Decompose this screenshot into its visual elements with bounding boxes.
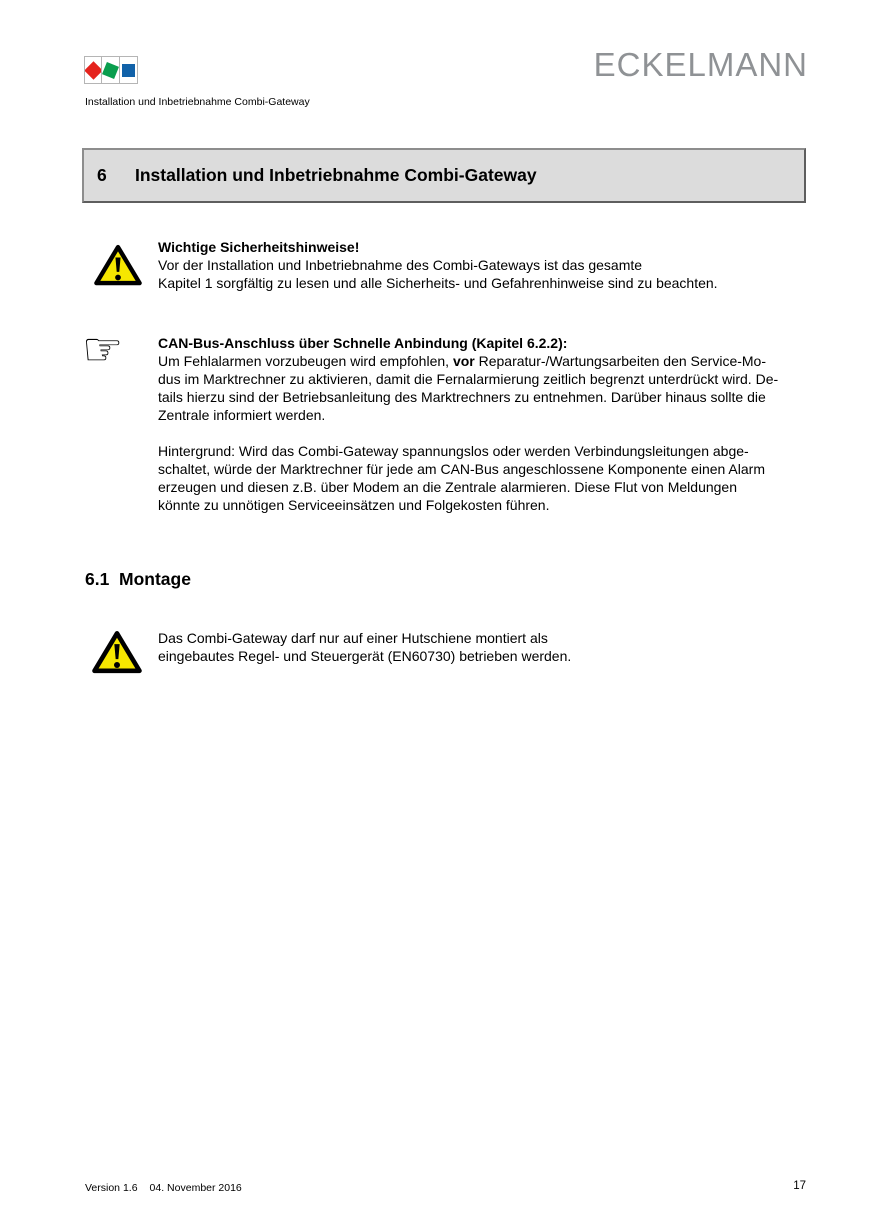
chapter-number: 6 [97,165,107,185]
version-date: 04. November 2016 [149,1182,242,1194]
warning-body [158,256,718,292]
subsection-heading [85,569,191,590]
note-line1-post: Reparatur-/Wartungsarbeiten den Service-Mo- [474,353,767,369]
subsection-number: 6.1 [85,569,110,589]
page-number: 17 [793,1180,806,1192]
text-line: Vor der Installation und Inbetriebnahme des Combi-Gateways ist das gesamte [158,257,643,273]
logo-cell [102,56,120,84]
logo-red-diamond-icon [84,61,102,79]
text-line: Kapitel 1 sorgfältig zu lesen und alle Sicherheits- und Gefahrenhinweise sind zu beachten. [158,275,718,291]
text-line: erzeugen und diesen z.B. über Modem an die Zentrale alarmieren. Diese Flut von Meldungen [158,479,737,495]
subsection-title: Montage [119,569,191,589]
note-background-paragraph [158,442,778,514]
text-line: eingebautes Regel- und Steuergerät (EN60730) betrieben werden. [158,648,572,664]
warning-heading: Wichtige Sicherheitshinweise! [158,239,360,255]
montage-warning-text [158,629,571,665]
document-subtitle: Installation und Inbetriebnahme Combi-Gateway [85,96,310,108]
text-line: schaltet, würde der Marktrechner für jede am CAN-Bus angeschlossene Komponente einen Alarm [158,461,765,477]
warning-triangle-icon [92,629,142,681]
safety-warning-text [158,238,718,292]
chapter-title: Installation und Inbetriebnahme Combi-Gateway [135,165,537,185]
eckelmann-logo [84,56,138,84]
logo-green-square-icon [102,62,119,79]
can-bus-note-text [158,334,778,514]
brand-wordmark: ECKELMANN [593,46,808,83]
warning-body [158,629,571,665]
text-line: Zentrale informiert werden. [158,407,326,423]
text-line: könnte zu unnötigen Serviceeinsätzen und Folgekosten führen. [158,497,550,513]
note-body-line [158,352,778,370]
footer-version [85,1182,242,1194]
logo-cell [84,56,102,84]
logo-blue-square-icon [122,64,135,77]
note-heading: CAN-Bus-Anschluss über Schnelle Anbindung (Kapitel 6.2.2): [158,335,568,351]
note-line1-bold: vor [452,353,475,369]
version-label: Version 1.6 [85,1182,138,1194]
note-body [158,370,778,424]
note-line1-pre: Um Fehlalarmen vorzubeugen wird empfohlen, [158,353,453,369]
chapter-heading-bar [82,148,806,203]
pointing-hand-icon: ☞ [82,322,124,376]
logo-cell [120,56,138,84]
warning-triangle-icon [94,243,142,293]
text-line: Hintergrund: Wird das Combi-Gateway spannungslos oder werden Verbindungsleitungen abge- [158,443,749,459]
text-line: Das Combi-Gateway darf nur auf einer Hutschiene montiert als [158,630,548,646]
text-line: dus im Marktrechner zu aktivieren, damit die Fernalarmierung zeitlich begrenzt unterdrückt wird. De- [158,371,779,387]
text-line: tails hierzu sind der Betriebsanleitung des Marktrechners zu entnehmen. Darüber hinaus sollte die [158,389,766,405]
